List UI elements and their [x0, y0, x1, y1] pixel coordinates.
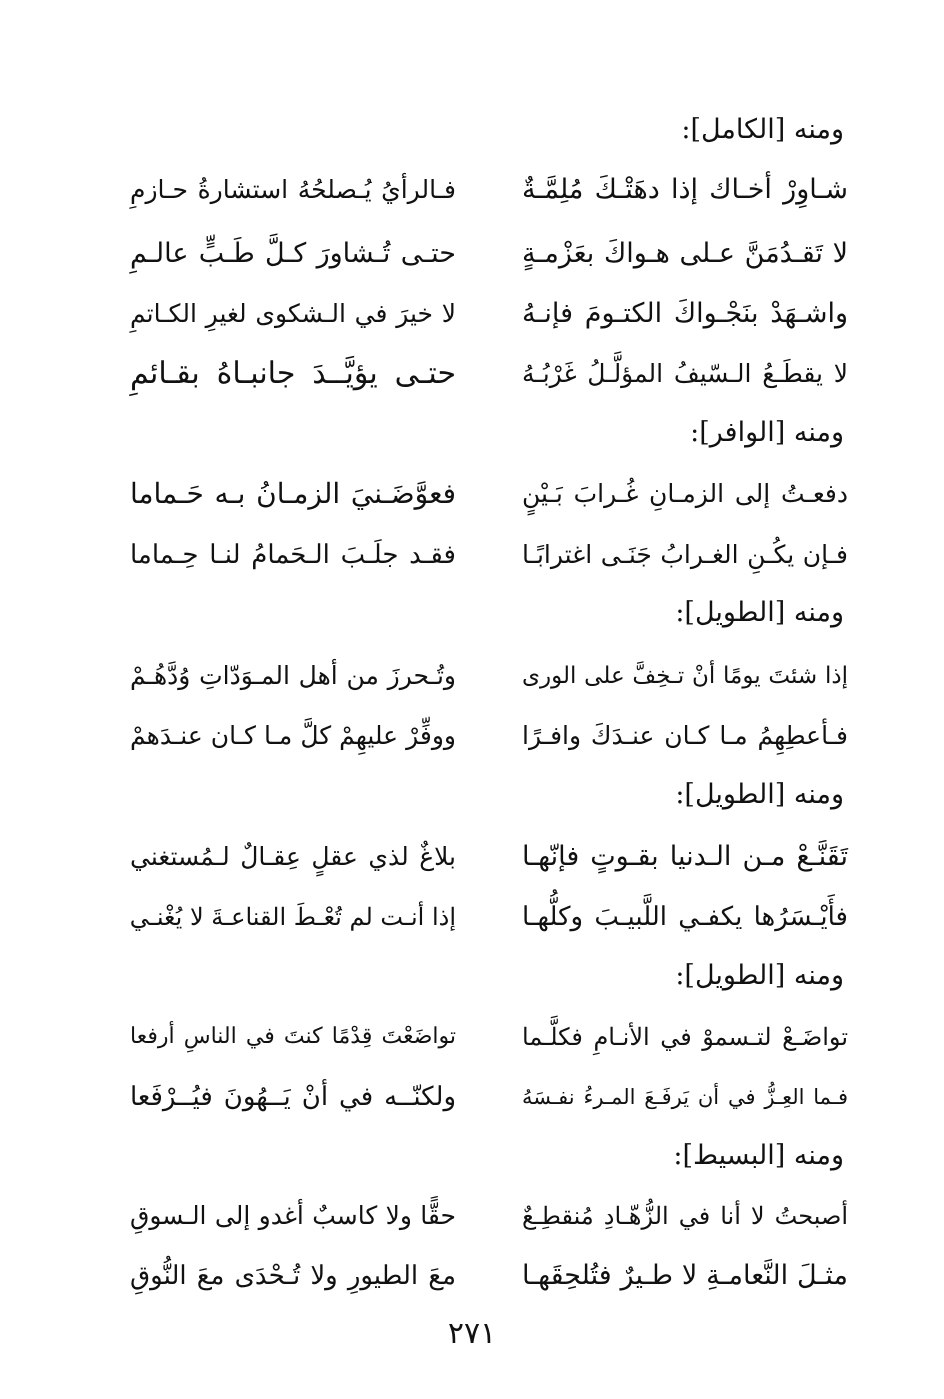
verse-second-hemistich: ولكنّــه في أنْ يَــهُونَ فيُــرْفَعا	[130, 1082, 456, 1112]
verse-first-hemistich: إذا شئتَ يومًا أنْ تـخِفَّ على الورى	[522, 663, 848, 689]
verse-second-hemistich: إذا أنـت لم تُعْـطَ القناعـةَ لا يُغْنـي	[129, 903, 456, 931]
verse-second-hemistich: فقـد جلَـبَ الـحَمامُ لنـا حِـماما	[130, 540, 456, 570]
verse-second-hemistich: معَ الطيورِ ولا تُـحْدَى معَ النُّوقِ	[130, 1261, 456, 1291]
page-number: ٢٧١	[447, 1316, 497, 1351]
meter-heading: ومنه [البسيط]:	[673, 1140, 844, 1171]
meter-heading: ومنه [الطويل]:	[675, 779, 844, 810]
verse-second-hemistich: حقًّا ولا كاسبٌ أغدو إلى الـسوقِ	[130, 1201, 456, 1230]
verse-first-hemistich: فـما العِـزُّ في أن يَرفَـعَ المـرءُ نفـسَهُ	[522, 1085, 848, 1109]
verse-first-hemistich: أصبحتُ لا أنا في الزُّهّـادِ مُنقطِـعٌ	[522, 1202, 848, 1230]
verse-first-hemistich: شـاوِرْ أخـاك إذا دهَتْـكَ مُلِمَّـةٌ	[522, 174, 848, 205]
verse-second-hemistich: ووفِّرْ عليهِمْ كلَّ مـا كـان عنـدَهمْ	[130, 721, 456, 750]
meter-heading: ومنه [الوافر]:	[690, 417, 844, 448]
verse-first-hemistich: تَقَنَّـعْ مـن الـدنيا بقـوتٍ فإنّهـا	[522, 841, 848, 872]
verse-first-hemistich: لا يقطَـعُ الـسّيفُ المؤلَّـلُ غَرْبُـهُ	[522, 359, 848, 388]
verse-second-hemistich: حتـى يؤيَّــدَ جانبـاهُ بقـائمِ	[130, 356, 456, 391]
verse-first-hemistich: واشـهَدْ بنَجْـواكَ الكتـومَ فإنـهُ	[522, 298, 848, 329]
meter-heading: ومنه [الطويل]:	[675, 597, 844, 628]
verse-first-hemistich: دفعـتُ إلى الزمـانِ غُـرابَ بَـيْنٍ	[522, 479, 848, 508]
verse-second-hemistich: حتـى تُـشاورَ كـلَّ طَـبٍّ عالـمِ	[130, 238, 456, 269]
verse-first-hemistich: مثـلَ النَّعامـةِ لا طـيرٌ فتُلحِقَهـا	[522, 1260, 848, 1291]
meter-heading: ومنه [الطويل]:	[675, 960, 844, 991]
verse-second-hemistich: تواضَعْتَ قِدْمًا كنتَ في الناسِ أرفعا	[130, 1024, 456, 1049]
verse-first-hemistich: لا تَقـدُمَنَّ عـلى هـواكَ بعَزْمـةٍ	[522, 238, 848, 269]
verse-second-hemistich: بلاغٌ لذي عقلٍ عِقـالٌ لـمُستغني	[130, 842, 456, 871]
verse-first-hemistich: فأَيْـسَرُها يكفـي اللَّبيـبَ وكلُّهـا	[522, 902, 848, 932]
verse-second-hemistich: لا خيرَ في الـشكوى لغيرِ الكـاتمِ	[130, 299, 456, 328]
meter-heading: ومنه [الكامل]:	[681, 114, 844, 145]
verse-first-hemistich: فـإن يكُـنِ الغـرابُ جَنَـى اغترابًـا	[522, 540, 848, 569]
verse-second-hemistich: فعوَّضَـنيَ الزمـانُ بـه حَـماما	[130, 477, 456, 510]
verse-first-hemistich: فـأعطِهِمُ مـا كـان عنـدَكَ وافـرًا	[522, 721, 848, 750]
verse-second-hemistich: فـالرأيُ يُـصلحُهُ استشارةُ حـازمِ	[130, 175, 456, 204]
verse-first-hemistich: تواضَـعْ لتـسموْ في الأنـامِ فكلَّـما	[522, 1023, 848, 1051]
verse-second-hemistich: وتُـحرزَ من أهل المـوَدّاتِ وُدَّهُـمْ	[130, 661, 456, 690]
